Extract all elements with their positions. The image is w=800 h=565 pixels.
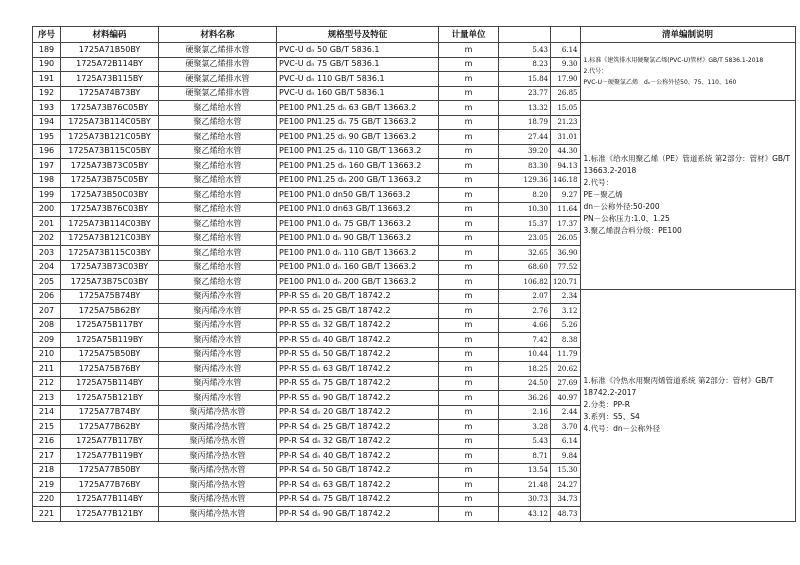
row-number-cell: 192 xyxy=(33,86,61,101)
spec-description-cell: PP-R S5 dₙ 20 GB/T 18742.2 xyxy=(277,289,439,304)
material-code-cell: 1725A75B114BY xyxy=(61,376,159,391)
quantity-2-cell: 9.27 xyxy=(551,188,581,203)
note-line: 2.代号： xyxy=(583,177,614,187)
spec-description-cell: PP-R S5 dₙ 50 GB/T 18742.2 xyxy=(277,347,439,362)
quantity-2-cell: 17.37 xyxy=(551,217,581,232)
material-code-cell: 1725A73B115C05BY xyxy=(61,144,159,159)
note-cell xyxy=(580,289,795,521)
note-line: 2.分类：PP-R xyxy=(583,400,630,409)
quantity-2-cell: 26.85 xyxy=(551,86,581,101)
unit-cell: m xyxy=(439,405,499,420)
unit-cell: m xyxy=(439,304,499,319)
material-code-cell: 1725A73B121C03BY xyxy=(61,231,159,246)
unit-cell: m xyxy=(439,333,499,348)
material-code-cell: 1725A77B76BY xyxy=(61,478,159,493)
quantity-2-cell: 2.34 xyxy=(551,289,581,304)
note-line: 1.标准《建筑排水用硬聚氯乙烯(PVC-U)管材》GB/T 5836.1-2018 xyxy=(583,57,764,64)
quantity-2-cell: 5.26 xyxy=(551,318,581,333)
header-row xyxy=(33,27,796,43)
material-name-cell: 聚丙烯冷水管 xyxy=(159,391,277,406)
quantity-1-cell: 8.71 xyxy=(499,449,551,464)
quantity-1-cell: 21.48 xyxy=(499,478,551,493)
material-name-cell: 聚丙烯冷热水管 xyxy=(159,492,277,507)
row-number-cell: 208 xyxy=(33,318,61,333)
quantity-1-cell: 4.66 xyxy=(499,318,551,333)
row-number-cell: 195 xyxy=(33,130,61,145)
material-name-cell: 聚乙烯给水管 xyxy=(159,173,277,188)
quantity-2-cell: 20.62 xyxy=(551,362,581,377)
quantity-2-cell: 17.90 xyxy=(551,72,581,87)
row-number-cell: 204 xyxy=(33,260,61,275)
unit-cell: m xyxy=(439,231,499,246)
row-number-cell: 191 xyxy=(33,72,61,87)
material-name-cell: 硬聚氯乙烯排水管 xyxy=(159,72,277,87)
quantity-1-cell: 18.25 xyxy=(499,362,551,377)
header-code: 材料编码 xyxy=(61,27,159,43)
unit-cell: m xyxy=(439,420,499,435)
row-number-cell: 201 xyxy=(33,217,61,232)
material-name-cell: 聚乙烯给水管 xyxy=(159,202,277,217)
material-table xyxy=(32,26,796,522)
spec-description-cell: PP-R S4 dₙ 63 GB/T 18742.2 xyxy=(277,478,439,493)
spec-description-cell: PP-R S4 dₙ 50 GB/T 18742.2 xyxy=(277,463,439,478)
quantity-2-cell: 3.70 xyxy=(551,420,581,435)
spec-description-cell: PP-R S5 dₙ 90 GB/T 18742.2 xyxy=(277,391,439,406)
material-code-cell: 1725A77B121BY xyxy=(61,507,159,522)
row-number-cell: 203 xyxy=(33,246,61,261)
quantity-2-cell: 48.73 xyxy=(551,507,581,522)
material-name-cell: 聚丙烯冷热水管 xyxy=(159,507,277,522)
quantity-2-cell: 26.05 xyxy=(551,231,581,246)
spec-description-cell: PVC-U dₙ 75 GB/T 5836.1 xyxy=(277,57,439,72)
material-code-cell: 1725A75B117BY xyxy=(61,318,159,333)
quantity-1-cell: 10.30 xyxy=(499,202,551,217)
material-code-cell: 1725A77B114BY xyxy=(61,492,159,507)
row-number-cell: 216 xyxy=(33,434,61,449)
unit-cell: m xyxy=(439,144,499,159)
unit-cell: m xyxy=(439,188,499,203)
material-name-cell: 聚丙烯冷水管 xyxy=(159,376,277,391)
header-note: 清单编制说明 xyxy=(580,27,795,43)
quantity-2-cell: 94.13 xyxy=(551,159,581,174)
quantity-1-cell: 68.60 xyxy=(499,260,551,275)
spec-description-cell: PE100 PN1.0 dn50 GB/T 13663.2 xyxy=(277,188,439,203)
note-line: 1.标准《冷热水用聚丙烯管道系统 第2部分：管材》GB/T 18742.2-2017 xyxy=(583,376,774,397)
quantity-1-cell: 15.37 xyxy=(499,217,551,232)
spec-description-cell: PE100 PN1.0 dₙ 200 GB/T 13663.2 xyxy=(277,275,439,290)
quantity-1-cell: 10.44 xyxy=(499,347,551,362)
material-name-cell: 聚丙烯冷热水管 xyxy=(159,478,277,493)
material-name-cell: 聚乙烯给水管 xyxy=(159,115,277,130)
material-code-cell: 1725A73B75C03BY xyxy=(61,275,159,290)
material-name-cell: 聚乙烯给水管 xyxy=(159,101,277,116)
material-code-cell: 1725A77B74BY xyxy=(61,405,159,420)
table-row xyxy=(33,289,796,304)
material-code-cell: 1725A73B75C05BY xyxy=(61,173,159,188)
quantity-2-cell: 15.05 xyxy=(551,101,581,116)
material-code-cell: 1725A73B114C05BY xyxy=(61,115,159,130)
header-spec: 规格型号及特征 xyxy=(277,27,439,43)
material-code-cell: 1725A73B121C05BY xyxy=(61,130,159,145)
material-name-cell: 聚乙烯给水管 xyxy=(159,231,277,246)
material-code-cell: 1725A71B50BY xyxy=(61,43,159,58)
quantity-1-cell: 8.23 xyxy=(499,57,551,72)
spec-description-cell: PE100 PN1.25 dₙ 90 GB/T 13663.2 xyxy=(277,130,439,145)
material-code-cell: 1725A77B119BY xyxy=(61,449,159,464)
quantity-1-cell: 2.07 xyxy=(499,289,551,304)
spec-description-cell: PE100 PN1.25 dₙ 160 GB/T 13663.2 xyxy=(277,159,439,174)
material-code-cell: 1725A75B121BY xyxy=(61,391,159,406)
quantity-2-cell: 11.79 xyxy=(551,347,581,362)
material-name-cell: 聚乙烯给水管 xyxy=(159,275,277,290)
quantity-1-cell: 7.42 xyxy=(499,333,551,348)
unit-cell: m xyxy=(439,376,499,391)
material-name-cell: 聚乙烯给水管 xyxy=(159,260,277,275)
note-line: 4.代号：dn－公称外径 xyxy=(583,424,661,433)
material-code-cell: 1725A73B114C03BY xyxy=(61,217,159,232)
row-number-cell: 219 xyxy=(33,478,61,493)
unit-cell: m xyxy=(439,434,499,449)
spec-description-cell: PP-R S4 dₙ 90 GB/T 18742.2 xyxy=(277,507,439,522)
note-line: 1.标准《给水用聚乙烯（PE）管道系统 第2部分：管材》GB/T 13663.2-2018 xyxy=(583,153,791,175)
row-number-cell: 213 xyxy=(33,391,61,406)
material-code-cell: 1725A77B62BY xyxy=(61,420,159,435)
quantity-2-cell: 34.73 xyxy=(551,492,581,507)
row-number-cell: 209 xyxy=(33,333,61,348)
material-code-cell: 1725A75B50BY xyxy=(61,347,159,362)
unit-cell: m xyxy=(439,130,499,145)
table-row xyxy=(33,43,796,58)
quantity-1-cell: 3.28 xyxy=(499,420,551,435)
spec-description-cell: PVC-U dₙ 160 GB/T 5836.1 xyxy=(277,86,439,101)
spec-description-cell: PP-R S5 dₙ 32 GB/T 18742.2 xyxy=(277,318,439,333)
material-name-cell: 聚丙烯冷水管 xyxy=(159,333,277,348)
header-qty-2 xyxy=(551,27,581,43)
unit-cell: m xyxy=(439,507,499,522)
quantity-1-cell: 18.79 xyxy=(499,115,551,130)
note-line: 3.聚乙烯混合料分级：PE100 xyxy=(583,225,682,235)
material-name-cell: 聚丙烯冷热水管 xyxy=(159,434,277,449)
material-code-cell: 1725A73B76C05BY xyxy=(61,101,159,116)
material-code-cell: 1725A72B114BY xyxy=(61,57,159,72)
quantity-1-cell: 5.43 xyxy=(499,434,551,449)
spec-description-cell: PE100 PN1.25 dₙ 63 GB/T 13663.2 xyxy=(277,101,439,116)
quantity-2-cell: 2.44 xyxy=(551,405,581,420)
quantity-2-cell: 77.52 xyxy=(551,260,581,275)
row-number-cell: 215 xyxy=(33,420,61,435)
unit-cell: m xyxy=(439,86,499,101)
quantity-2-cell: 21.23 xyxy=(551,115,581,130)
material-code-cell: 1725A77B117BY xyxy=(61,434,159,449)
header-qty-1 xyxy=(499,27,551,43)
quantity-1-cell: 30.73 xyxy=(499,492,551,507)
material-name-cell: 聚乙烯给水管 xyxy=(159,188,277,203)
material-name-cell: 聚丙烯冷热水管 xyxy=(159,463,277,478)
material-name-cell: 聚丙烯冷水管 xyxy=(159,318,277,333)
quantity-2-cell: 27.69 xyxy=(551,376,581,391)
quantity-1-cell: 13.32 xyxy=(499,101,551,116)
spec-description-cell: PP-R S4 dₙ 20 GB/T 18742.2 xyxy=(277,405,439,420)
material-code-cell: 1725A75B119BY xyxy=(61,333,159,348)
unit-cell: m xyxy=(439,57,499,72)
note-cell xyxy=(580,43,795,101)
row-number-cell: 198 xyxy=(33,173,61,188)
material-name-cell: 聚乙烯给水管 xyxy=(159,246,277,261)
note-line: 3.系列：S5、S4 xyxy=(583,412,640,421)
row-number-cell: 196 xyxy=(33,144,61,159)
row-number-cell: 217 xyxy=(33,449,61,464)
header-no: 序号 xyxy=(33,27,61,43)
quantity-1-cell: 83.30 xyxy=(499,159,551,174)
quantity-1-cell: 8.20 xyxy=(499,188,551,203)
quantity-2-cell: 6.14 xyxy=(551,434,581,449)
unit-cell: m xyxy=(439,362,499,377)
unit-cell: m xyxy=(439,492,499,507)
unit-cell: m xyxy=(439,246,499,261)
header-unit: 计量单位 xyxy=(439,27,499,43)
row-number-cell: 199 xyxy=(33,188,61,203)
spec-description-cell: PE100 PN1.0 dₙ 160 GB/T 13663.2 xyxy=(277,260,439,275)
material-name-cell: 聚丙烯冷水管 xyxy=(159,304,277,319)
row-number-cell: 211 xyxy=(33,362,61,377)
unit-cell: m xyxy=(439,275,499,290)
quantity-2-cell: 6.14 xyxy=(551,43,581,58)
unit-cell: m xyxy=(439,318,499,333)
spec-description-cell: PE100 PN1.0 dₙ 110 GB/T 13663.2 xyxy=(277,246,439,261)
unit-cell: m xyxy=(439,115,499,130)
quantity-1-cell: 27.44 xyxy=(499,130,551,145)
row-number-cell: 205 xyxy=(33,275,61,290)
quantity-1-cell: 43.12 xyxy=(499,507,551,522)
spec-description-cell: PVC-U dₙ 50 GB/T 5836.1 xyxy=(277,43,439,58)
material-code-cell: 1725A73B76C03BY xyxy=(61,202,159,217)
material-code-cell: 1725A77B50BY xyxy=(61,463,159,478)
quantity-2-cell: 15.30 xyxy=(551,463,581,478)
quantity-1-cell: 32.65 xyxy=(499,246,551,261)
unit-cell: m xyxy=(439,449,499,464)
quantity-2-cell: 3.12 xyxy=(551,304,581,319)
unit-cell: m xyxy=(439,391,499,406)
note-line: dn－公称外径:50-200 xyxy=(583,201,660,211)
quantity-2-cell: 24.27 xyxy=(551,478,581,493)
quantity-2-cell: 9.84 xyxy=(551,449,581,464)
material-name-cell: 硬聚氯乙烯排水管 xyxy=(159,86,277,101)
quantity-1-cell: 2.76 xyxy=(499,304,551,319)
spec-description-cell: PE100 PN1.25 dₙ 75 GB/T 13663.2 xyxy=(277,115,439,130)
note-line: PVC-U－硬聚氯乙烯 dₙ－公称外径50、75、110、160 xyxy=(583,79,737,86)
material-code-cell: 1725A73B73C03BY xyxy=(61,260,159,275)
material-name-cell: 聚乙烯给水管 xyxy=(159,130,277,145)
quantity-2-cell: 44.30 xyxy=(551,144,581,159)
quantity-1-cell: 23.77 xyxy=(499,86,551,101)
row-number-cell: 210 xyxy=(33,347,61,362)
quantity-2-cell: 11.64 xyxy=(551,202,581,217)
spec-description-cell: PE100 PN1.25 dₙ 110 GB/T 13663.2 xyxy=(277,144,439,159)
unit-cell: m xyxy=(439,101,499,116)
quantity-2-cell: 146.18 xyxy=(551,173,581,188)
material-name-cell: 聚丙烯冷水管 xyxy=(159,289,277,304)
spec-description-cell: PVC-U dₙ 110 GB/T 5836.1 xyxy=(277,72,439,87)
quantity-1-cell: 106.82 xyxy=(499,275,551,290)
row-number-cell: 206 xyxy=(33,289,61,304)
material-name-cell: 聚丙烯冷水管 xyxy=(159,362,277,377)
material-name-cell: 聚丙烯冷热水管 xyxy=(159,420,277,435)
material-code-cell: 1725A73B115BY xyxy=(61,72,159,87)
spec-description-cell: PE100 PN1.0 dₙ 90 GB/T 13663.2 xyxy=(277,231,439,246)
quantity-1-cell: 36.26 xyxy=(499,391,551,406)
unit-cell: m xyxy=(439,260,499,275)
material-code-cell: 1725A73B73C05BY xyxy=(61,159,159,174)
unit-cell: m xyxy=(439,43,499,58)
material-code-cell: 1725A75B62BY xyxy=(61,304,159,319)
unit-cell: m xyxy=(439,202,499,217)
material-code-cell: 1725A73B50C03BY xyxy=(61,188,159,203)
quantity-1-cell: 129.36 xyxy=(499,173,551,188)
row-number-cell: 202 xyxy=(33,231,61,246)
quantity-2-cell: 9.30 xyxy=(551,57,581,72)
spec-description-cell: PE100 PN1.25 dₙ 200 GB/T 13663.2 xyxy=(277,173,439,188)
material-name-cell: 硬聚氯乙烯排水管 xyxy=(159,43,277,58)
header-name: 材料名称 xyxy=(159,27,277,43)
spec-description-cell: PE100 PN1.0 dn63 GB/T 13663.2 xyxy=(277,202,439,217)
unit-cell: m xyxy=(439,72,499,87)
material-name-cell: 聚丙烯冷水管 xyxy=(159,347,277,362)
quantity-1-cell: 2.16 xyxy=(499,405,551,420)
note-line: PN－公称压力:1.0、1.25 xyxy=(583,213,670,223)
quantity-1-cell: 13.54 xyxy=(499,463,551,478)
material-code-cell: 1725A74B73BY xyxy=(61,86,159,101)
spec-description-cell: PP-R S5 dₙ 25 GB/T 18742.2 xyxy=(277,304,439,319)
quantity-2-cell: 120.71 xyxy=(551,275,581,290)
spec-description-cell: PP-R S4 dₙ 25 GB/T 18742.2 xyxy=(277,420,439,435)
row-number-cell: 221 xyxy=(33,507,61,522)
spec-description-cell: PP-R S5 dₙ 63 GB/T 18742.2 xyxy=(277,362,439,377)
spec-description-cell: PP-R S4 dₙ 75 GB/T 18742.2 xyxy=(277,492,439,507)
row-number-cell: 193 xyxy=(33,101,61,116)
row-number-cell: 189 xyxy=(33,43,61,58)
quantity-1-cell: 5.43 xyxy=(499,43,551,58)
material-name-cell: 硬聚氯乙烯排水管 xyxy=(159,57,277,72)
row-number-cell: 218 xyxy=(33,463,61,478)
material-code-cell: 1725A75B74BY xyxy=(61,289,159,304)
quantity-1-cell: 39.20 xyxy=(499,144,551,159)
quantity-1-cell: 24.50 xyxy=(499,376,551,391)
unit-cell: m xyxy=(439,217,499,232)
quantity-1-cell: 15.84 xyxy=(499,72,551,87)
unit-cell: m xyxy=(439,173,499,188)
material-code-cell: 1725A75B76BY xyxy=(61,362,159,377)
row-number-cell: 214 xyxy=(33,405,61,420)
row-number-cell: 220 xyxy=(33,492,61,507)
row-number-cell: 207 xyxy=(33,304,61,319)
row-number-cell: 200 xyxy=(33,202,61,217)
unit-cell: m xyxy=(439,289,499,304)
material-name-cell: 聚丙烯冷热水管 xyxy=(159,449,277,464)
unit-cell: m xyxy=(439,478,499,493)
spec-description-cell: PP-R S4 dₙ 32 GB/T 18742.2 xyxy=(277,434,439,449)
quantity-2-cell: 8.38 xyxy=(551,333,581,348)
material-name-cell: 聚乙烯给水管 xyxy=(159,217,277,232)
row-number-cell: 212 xyxy=(33,376,61,391)
material-code-cell: 1725A73B115C03BY xyxy=(61,246,159,261)
spec-description-cell: PE100 PN1.0 dₙ 75 GB/T 13663.2 xyxy=(277,217,439,232)
row-number-cell: 194 xyxy=(33,115,61,130)
spec-description-cell: PP-R S5 dₙ 40 GB/T 18742.2 xyxy=(277,333,439,348)
note-line: PE－聚乙烯 xyxy=(583,189,623,199)
note-line: 2.代号： xyxy=(583,68,608,75)
unit-cell: m xyxy=(439,159,499,174)
note-cell xyxy=(580,101,795,290)
row-number-cell: 197 xyxy=(33,159,61,174)
material-name-cell: 聚乙烯给水管 xyxy=(159,144,277,159)
spec-description-cell: PP-R S4 dₙ 40 GB/T 18742.2 xyxy=(277,449,439,464)
quantity-1-cell: 23.05 xyxy=(499,231,551,246)
spec-description-cell: PP-R S5 dₙ 75 GB/T 18742.2 xyxy=(277,376,439,391)
unit-cell: m xyxy=(439,347,499,362)
quantity-2-cell: 36.90 xyxy=(551,246,581,261)
quantity-2-cell: 40.97 xyxy=(551,391,581,406)
material-name-cell: 聚丙烯冷热水管 xyxy=(159,405,277,420)
material-name-cell: 聚乙烯给水管 xyxy=(159,159,277,174)
table-row xyxy=(33,101,796,116)
unit-cell: m xyxy=(439,463,499,478)
row-number-cell: 190 xyxy=(33,57,61,72)
quantity-2-cell: 31.01 xyxy=(551,130,581,145)
